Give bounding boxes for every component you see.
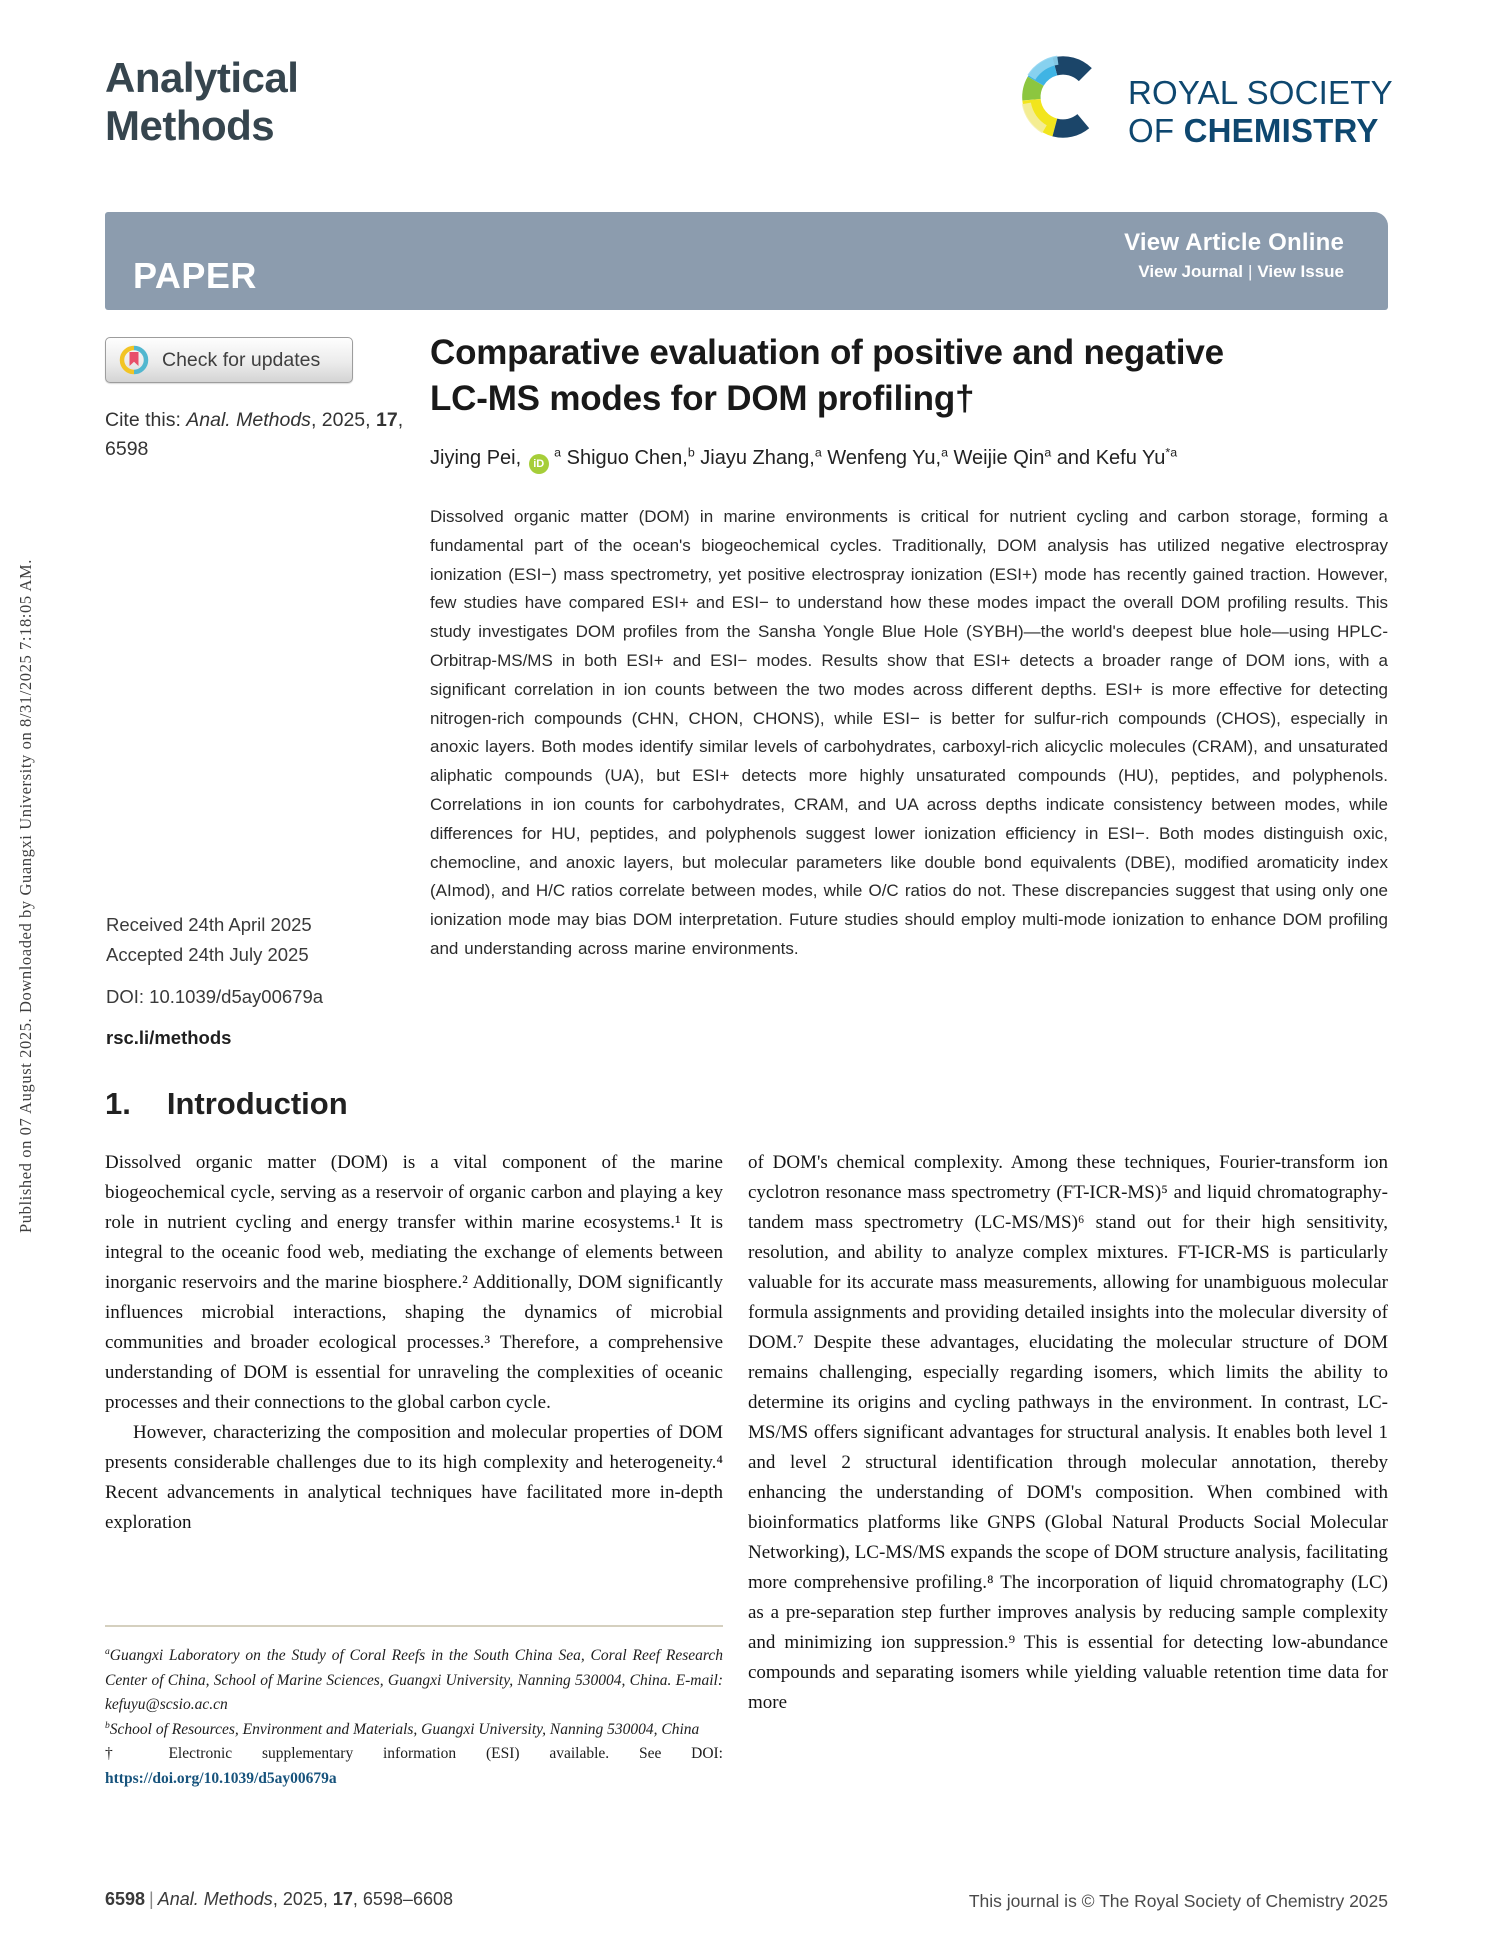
rsc-wordmark-line1: ROYAL SOCIETY bbox=[1128, 74, 1393, 111]
section-heading-introduction bbox=[105, 1086, 348, 1122]
article-type-label: PAPER bbox=[133, 255, 257, 296]
view-journal-link[interactable]: View Journal bbox=[1138, 262, 1243, 281]
article-title-line2: LC-MS modes for DOM profiling† bbox=[430, 379, 975, 418]
rsc-c-icon bbox=[1012, 46, 1114, 148]
check-for-updates-label: Check for updates bbox=[162, 348, 321, 371]
accepted-date: Accepted 24th July 2025 bbox=[106, 943, 309, 965]
journal-url[interactable]: rsc.li/methods bbox=[106, 1027, 232, 1048]
published-downloaded-note: Published on 07 August 2025. Downloaded by Guangxi University on 8/31/2025 7:18:05 AM. bbox=[16, 558, 35, 1233]
citation-info: Cite this: Anal. Methods, 2025, 17, 6598 bbox=[105, 409, 404, 460]
abstract-text: Dissolved organic matter (DOM) in marine environments is critical for nutrient cycling and carbon storage, forming a fundamental part of the ocean's biogeochemical cycles. Traditionally, DOM analysis has utilized negative electrospray ionization (ESI−) mass spectrometry, yet positive electrospray ionization (ESI+) mode has recently gained traction. However, few studies have compared ESI+ and ESI− to understand how these modes impact the overall DOM profiling results. This study investigates DOM profiles from the Sansha Yongle Blue Hole (SYBH)—the world's deepest blue hole—using HPLC-Orbitrap-MS/MS in both ESI+ and ESI− modes. Results show that ESI+ detects a broader range of DOM ions, with a significant correlation in ion counts between the two modes across different depths. ESI+ is more effective for detecting nitrogen-rich compounds (CHN, CHON, CHONS), while ESI− is better for sulfur-rich compounds (CHOS), especially in anoxic layers. Both modes identify similar levels of carbohydrates, carboxyl-rich alicyclic molecules (CRAM), and unsaturated aliphatic compounds (UA), but ESI+ detects more highly unsaturated compounds (HU), peptides, and polyphenols. Correlations in ion counts for carbohydrates, CRAM, and UA across depths indicate consistency between modes, while differences for HU, peptides, and polyphenols suggest lower ionization efficiency in ESI−. Both modes distinguish oxic, chemocline, and anoxic layers, but molecular parameters like double bond equivalents (DBE), modified aromaticity index (AImod), and H/C ratios correlate between modes, while O/C ratios do not. These discrepancies suggest that using only one ionization mode may bias DOM interpretation. Future studies should employ multi-mode ionization to enhance DOM profiling and understanding across marine environments. bbox=[430, 507, 1388, 958]
article-title bbox=[430, 330, 1395, 422]
affiliation-b: $^b$School of Resources, Environment and Materials, Guangxi University, Nanning 530004, China bbox=[105, 1719, 700, 1738]
journal-title-line1: Analytical bbox=[105, 54, 299, 101]
footer-copyright: This journal is © The Royal Society of Chemistry 2025 bbox=[968, 1891, 1388, 1911]
journal-title-line2: Methods bbox=[105, 102, 275, 149]
esi-footnote: † Electronic supplementary information (ESI) available. See DOI: https://doi.org/10.1039/d5ay00679a bbox=[105, 1745, 723, 1787]
received-date: Received 24th April 2025 bbox=[106, 914, 312, 935]
footer-citation: 6598 | Anal. Methods, 2025, 17, 6598–6608 bbox=[105, 1889, 453, 1909]
rsc-wordmark bbox=[1128, 46, 1393, 150]
rsc-logo bbox=[1012, 46, 1393, 150]
rsc-wordmark-line2: OF CHEMISTRY bbox=[1128, 112, 1379, 149]
esi-doi-link[interactable]: https://doi.org/10.1039/d5ay00679a bbox=[105, 1769, 337, 1787]
history-dates bbox=[106, 910, 312, 969]
view-article-online-link[interactable]: View Article Online bbox=[1124, 229, 1344, 256]
journal-title bbox=[105, 54, 298, 150]
footnote-divider bbox=[105, 1625, 723, 1627]
check-for-updates-button[interactable] bbox=[105, 337, 353, 383]
intro-paragraph-1: Dissolved organic matter (DOM) is a vital component of the marine biogeochemical cycle, serving as a reservoir of organic carbon and playing a key role in nutrient cycling and energy transfer within marine ecosystems.¹ It is integral to the oceanic food web, mediating the exchange of elements between inorganic reservoirs and the marine biosphere.² Additionally, DOM significantly influences microbial interactions, shaping the dynamics of microbial communities and broader ecological processes.³ Therefore, a comprehensive understanding of DOM is essential for unraveling the complexities of oceanic processes and their connections to the global carbon cycle. bbox=[105, 1152, 723, 1413]
body-column-right bbox=[748, 1148, 1388, 1718]
intro-paragraph-3: of DOM's chemical complexity. Among these techniques, Fourier-transform ion cyclotron resonance mass spectrometry (FT-ICR-MS)⁵ and liquid chromatography-tandem mass spectrometry (LC-MS/MS)⁶ stand out for their high sensitivity, resolution, and ability to analyze complex mixtures. FT-ICR-MS is particularly valuable for its accurate mass measurements, allowing for unambiguous molecular formula assignments and providing detailed insights into the molecular diversity of DOM.⁷ Despite these advantages, elucidating the molecular structure of DOM remains challenging, especially regarding isomers, which limits the ability to determine its origins and cycling pathways in the environment. In contrast, LC-MS/MS offers significant advantages for structural analysis. It enables both level 1 and level 2 structural identification through molecular annotation, thereby enhancing the understanding of DOM's composition. When combined with bioinformatics platforms like GNPS (Global Natural Products Social Molecular Networking), LC-MS/MS expands the scope of DOM structure analysis, facilitating more comprehensive profiling.⁸ The incorporation of liquid chromatography (LC) as a pre-separation step further improves analysis by reducing sample complexity and minimizing ion suppression.⁹ This is essential for detecting low-abundance compounds and separating isomers while yielding valuable retention time data for more bbox=[748, 1152, 1388, 1713]
affiliation-a: $^a$Guangxi Laboratory on the Study of Coral Reefs in the South China Sea, Coral Reef Research Center of China, School of Marine Sciences, Guangxi University, Nanning 530004, China. E-mail: kefuyu@scsio.ac.cn bbox=[105, 1645, 723, 1713]
intro-paragraph-2: However, characterizing the composition and molecular properties of DOM presents considerable challenges due to its high complexity and heterogeneity.⁴ Recent advancements in analytical techniques have facilitated more in-depth exploration bbox=[105, 1422, 723, 1533]
crossmark-icon bbox=[118, 344, 150, 376]
link-divider: | bbox=[1247, 262, 1253, 281]
author-list: Jiying Pei, iD $^a$ Shiguo Chen,$^b$ Jiayu Zhang,$^a$ Wenfeng Yu,$^a$ Weijie Qin$^a$ and Kefu Yu$^{*a}$ bbox=[430, 447, 1388, 474]
body-column-left bbox=[105, 1148, 723, 1538]
section-title: Introduction bbox=[166, 1086, 348, 1121]
banner-links bbox=[1124, 229, 1344, 282]
article-title-line1: Comparative evaluation of positive and negative bbox=[430, 333, 1224, 372]
section-number: 1. bbox=[105, 1086, 131, 1121]
footnotes bbox=[105, 1644, 723, 1791]
orcid-icon[interactable]: iD bbox=[529, 454, 549, 474]
paper-banner bbox=[105, 212, 1388, 310]
view-issue-link[interactable]: View Issue bbox=[1257, 262, 1344, 281]
doi-line: DOI: 10.1039/d5ay00679a bbox=[106, 986, 324, 1007]
